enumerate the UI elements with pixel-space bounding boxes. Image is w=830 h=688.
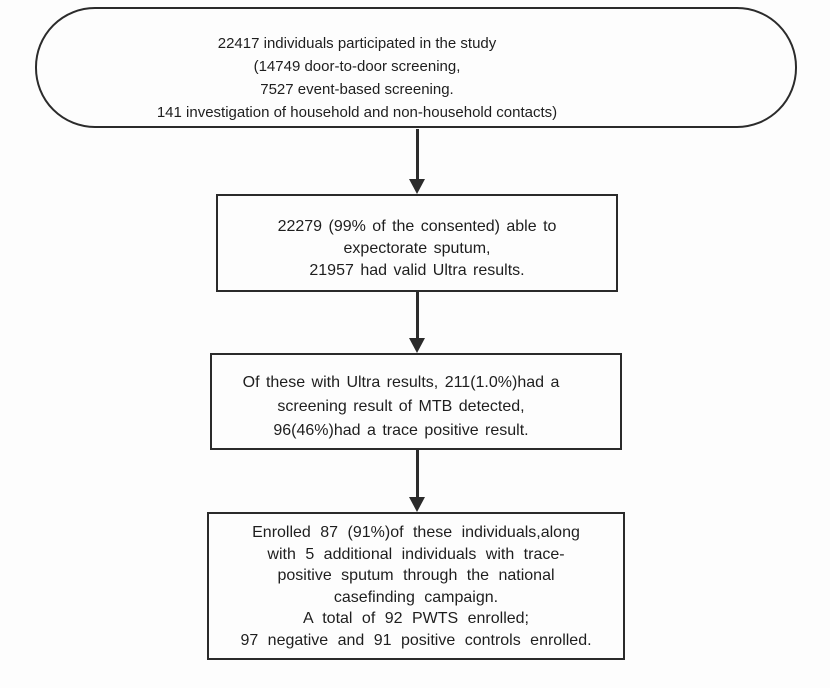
text-line: A total of 92 PWTS enrolled; [303, 610, 529, 627]
text-line: (14749 door-to-door screening, [253, 58, 461, 75]
arrow-shaft [416, 129, 419, 179]
text-line: screening result of MTB detected, [277, 398, 525, 415]
text-line: 22417 individuals participated in the study [217, 35, 497, 52]
text-line: positive sputum through the national [277, 567, 555, 584]
arrow-shaft [416, 292, 419, 338]
down-arrow-1 [409, 129, 425, 194]
arrow-head-icon [409, 497, 425, 512]
text-line: 97 negative and 91 positive controls enrolled. [240, 631, 592, 649]
down-arrow-2 [409, 292, 425, 353]
text-line: expectorate sputum, [343, 240, 491, 257]
arrow-shaft [416, 450, 419, 497]
arrow-head-icon [409, 338, 425, 353]
text-line: casefinding campaign. [333, 588, 499, 606]
text-line: 7527 event-based screening. [260, 81, 454, 98]
text-line: Of these with Ultra results, 211(1.0%)had a [242, 374, 560, 391]
node-sputum-collection [216, 194, 618, 292]
node-participation [35, 7, 797, 128]
node-participation-text [37, 9, 677, 124]
node-ultra-screening-results [210, 353, 622, 450]
text-line: 141 investigation of household and non-household contacts) [156, 104, 558, 121]
text-line: 96(46%)had a trace positive result. [273, 422, 529, 439]
down-arrow-3 [409, 450, 425, 512]
text-line: Enrolled 87 (91%)of these individuals,along [252, 524, 580, 541]
arrow-head-icon [409, 179, 425, 194]
node-enrollment [207, 512, 625, 660]
text-line: 22279 (99% of the consented) able to [277, 218, 557, 235]
text-line: 21957 had valid Ultra results. [309, 262, 525, 279]
text-line: with 5 additional individuals with trace- [267, 545, 565, 563]
